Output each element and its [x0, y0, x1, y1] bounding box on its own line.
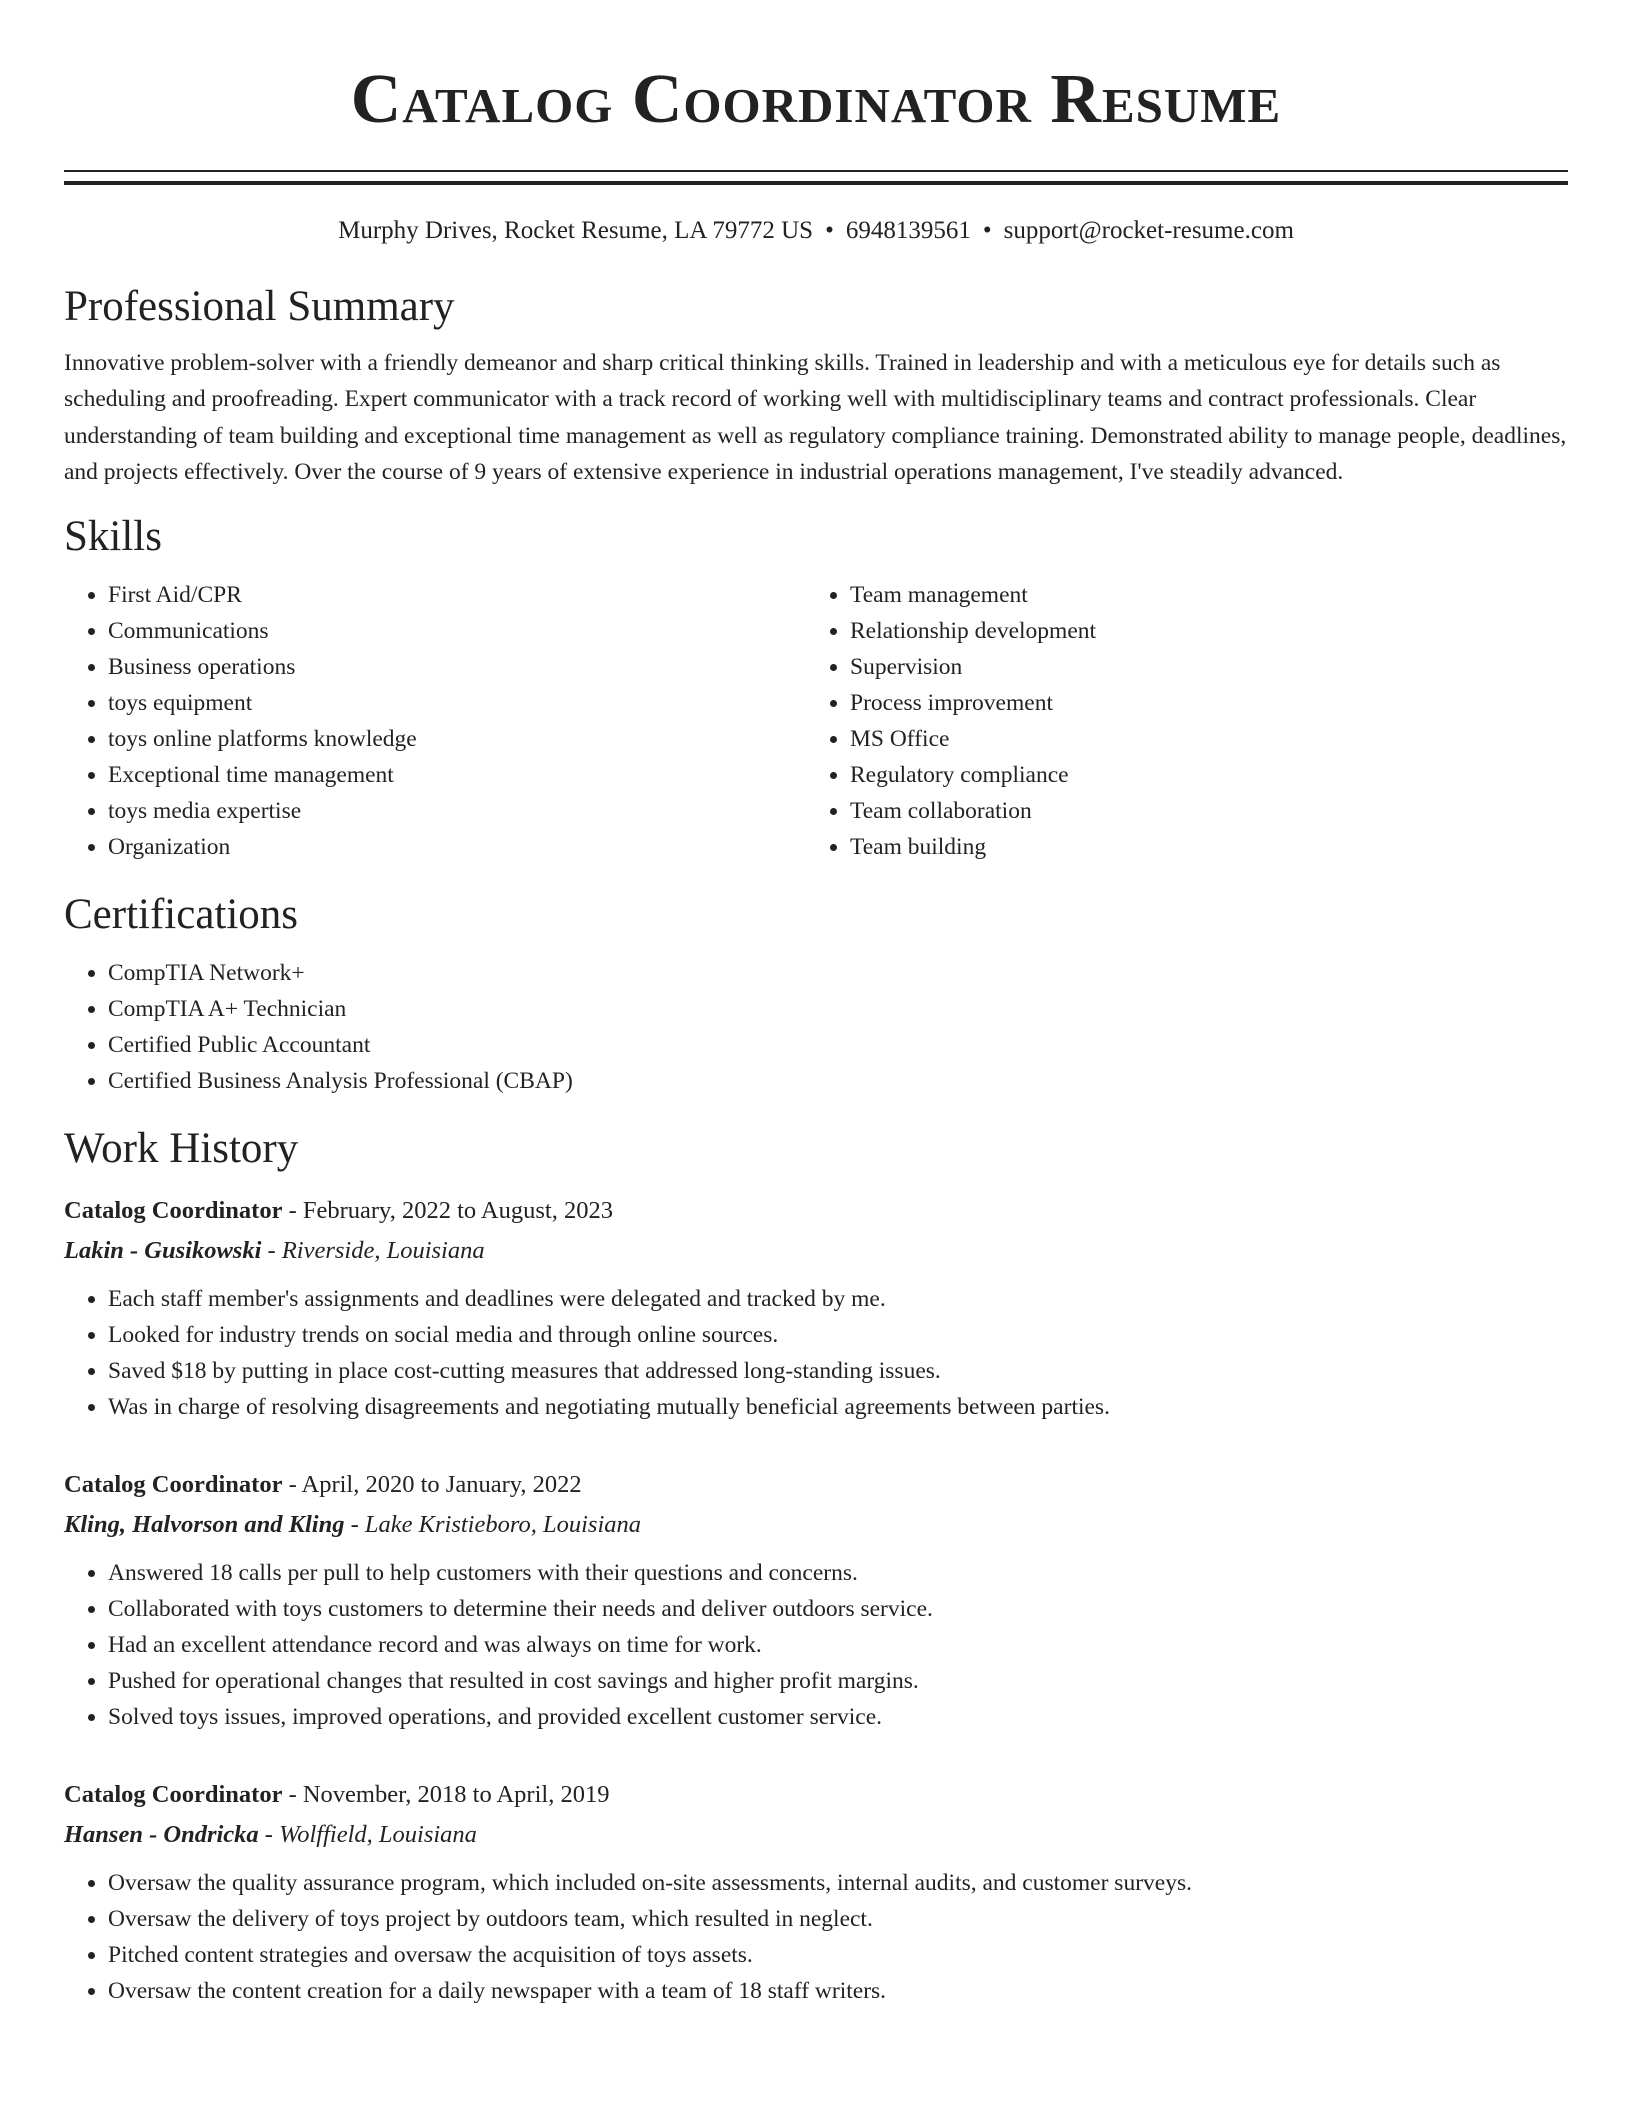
skills-list-right — [806, 577, 1548, 865]
job-title-line — [64, 1191, 1568, 1231]
job-bullet: • Answered 18 calls per pull to help customers with their questions and concerns. — [108, 1555, 1568, 1591]
skill-item: • First Aid/CPR — [108, 577, 806, 613]
company-line — [64, 1815, 1568, 1855]
skill-item: • MS Office — [850, 721, 1548, 757]
company-location: - Riverside, Louisiana — [261, 1236, 485, 1264]
certifications-heading: Certifications — [64, 890, 299, 938]
contact-separator: • — [825, 217, 834, 244]
skill-item: • toys equipment — [108, 685, 806, 721]
title-divider — [64, 170, 1568, 185]
job-entry — [64, 1465, 1568, 1735]
company-location: - Wolffield, Louisiana — [258, 1820, 477, 1848]
skill-item: • Supervision — [850, 649, 1548, 685]
job-entry — [64, 1191, 1568, 1425]
job-bullet: • Pitched content strategies and oversaw the acquisition of toys assets. — [108, 1937, 1568, 1973]
work-history-section — [64, 1123, 1568, 2009]
job-title-line — [64, 1465, 1568, 1505]
skill-item: • toys media expertise — [108, 793, 806, 829]
job-bullet: • Oversaw the content creation for a daily newspaper with a team of 18 staff writers. — [108, 1973, 1568, 2009]
job-bullets — [64, 1865, 1568, 2009]
skills-section — [64, 511, 1568, 865]
skill-item: • Regulatory compliance — [850, 757, 1548, 793]
job-bullet: • Looked for industry trends on social media and through online sources. — [108, 1317, 1568, 1353]
skill-item: • Team management — [850, 577, 1548, 613]
job-bullet: • Collaborated with toys customers to determine their needs and deliver outdoors service. — [108, 1591, 1568, 1627]
job-bullet: • Each staff member's assignments and deadlines were delegated and tracked by me. — [108, 1281, 1568, 1317]
summary-text: Innovative problem-solver with a friendly demeanor and sharp critical thinking skills. Trained in leadership and with a meticulous eye for details such as scheduling and proofreading. Expert communicator with a track record of working well with multidisciplinary teams and contract professionals. Clear understanding of team building and exceptional time management as well as regulatory compliance training. Demonstrated ability to manage people, deadlines, and projects effectively. Over the course of 9 years of extensive experience in industrial operations management, I've steadily advanced. — [64, 350, 1567, 486]
skills-list-left — [64, 577, 806, 865]
certifications-list — [64, 955, 1568, 1099]
certification-item: • Certified Business Analysis Professional (CBAP) — [108, 1063, 1568, 1099]
job-bullet: • Solved toys issues, improved operations, and provided excellent customer service. — [108, 1699, 1568, 1735]
company-name: Hansen - Ondricka — [64, 1820, 259, 1848]
job-dates: - February, 2022 to August, 2023 — [282, 1196, 613, 1224]
resume-title: Catalog Coordinator Resume — [350, 61, 1282, 138]
job-role: Catalog Coordinator — [64, 1196, 283, 1224]
job-entry — [64, 1775, 1568, 2009]
contact-line — [64, 215, 1568, 247]
job-bullet: • Saved $18 by putting in place cost-cutting measures that addressed long-standing issues. — [108, 1353, 1568, 1389]
certification-item: • CompTIA Network+ — [108, 955, 1568, 991]
job-dates: - November, 2018 to April, 2019 — [282, 1780, 610, 1808]
job-bullets — [64, 1555, 1568, 1735]
job-bullet: • Oversaw the quality assurance program, which included on-site assessments, internal audits, and customer surveys. — [108, 1865, 1568, 1901]
job-bullet: • Was in charge of resolving disagreements and negotiating mutually beneficial agreements between parties. — [108, 1389, 1568, 1425]
skill-item: • Team building — [850, 829, 1548, 865]
job-role: Catalog Coordinator — [64, 1780, 283, 1808]
skill-item: • Relationship development — [850, 613, 1548, 649]
certification-item: • Certified Public Accountant — [108, 1027, 1568, 1063]
certification-item: • CompTIA A+ Technician — [108, 991, 1568, 1027]
job-role: Catalog Coordinator — [64, 1470, 283, 1498]
certifications-section — [64, 889, 1568, 1099]
contact-separator: • — [982, 217, 992, 244]
job-bullets — [64, 1281, 1568, 1425]
skill-item: • Communications — [108, 613, 806, 649]
skills-grid — [64, 577, 1568, 865]
skill-item: • Team collaboration — [850, 793, 1548, 829]
summary-section — [64, 281, 1568, 491]
company-name: Lakin - Gusikowski — [64, 1236, 262, 1264]
company-location: - Lake Kristieboro, Louisiana — [344, 1510, 641, 1538]
contact-email: support@rocket-resume.com — [1003, 217, 1294, 244]
contact-address: Murphy Drives, Rocket Resume, LA 79772 US — [338, 217, 814, 244]
skill-item: • Business operations — [108, 649, 806, 685]
skill-item: • Exceptional time management — [108, 757, 806, 793]
skill-item: • Process improvement — [850, 685, 1548, 721]
work-history-heading: Work History — [64, 1124, 299, 1172]
company-line — [64, 1231, 1568, 1271]
skill-item: • toys online platforms knowledge — [108, 721, 806, 757]
contact-phone: 6948139561 — [845, 217, 971, 244]
job-title-line — [64, 1775, 1568, 1815]
company-line — [64, 1505, 1568, 1545]
job-bullet: • Had an excellent attendance record and was always on time for work. — [108, 1627, 1568, 1663]
company-name: Kling, Halvorson and Kling — [64, 1510, 345, 1538]
job-bullet: • Pushed for operational changes that resulted in cost savings and higher profit margins. — [108, 1663, 1568, 1699]
summary-heading: Professional Summary — [64, 283, 455, 330]
skills-heading: Skills — [64, 512, 162, 560]
job-bullet: • Oversaw the delivery of toys project by outdoors team, which resulted in neglect. — [108, 1901, 1568, 1937]
job-dates: - April, 2020 to January, 2022 — [282, 1470, 582, 1498]
skill-item: • Organization — [108, 829, 806, 865]
